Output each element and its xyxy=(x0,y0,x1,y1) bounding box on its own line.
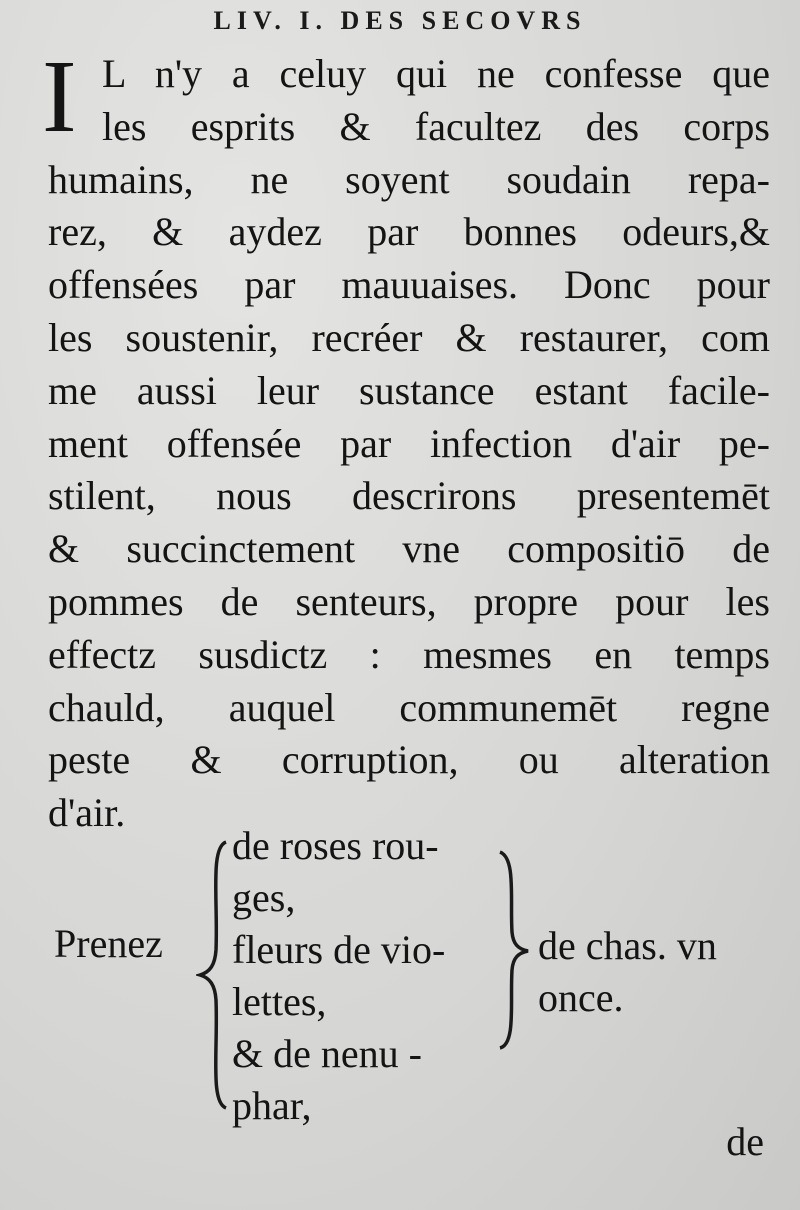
text-line: chauld, auquel communemēt regne xyxy=(48,684,770,730)
dose-line: de chas. vn xyxy=(538,923,717,968)
dose-line: once. xyxy=(538,975,624,1020)
text-line: & succinctement vne compositiō de xyxy=(48,526,770,572)
running-head: LIV. I. DES SECOVRS xyxy=(213,6,587,35)
text-line: les soustenir, recréer & restaurer, com xyxy=(48,314,770,360)
text-line: les esprits & facultez des corps xyxy=(102,103,770,149)
ingredient-line: phar, xyxy=(232,1083,312,1128)
ingredient-line: lettes, xyxy=(232,979,327,1024)
recipe-block xyxy=(0,820,800,1128)
text-line: peste & corruption, ou alteration xyxy=(48,737,770,783)
recipe-verb: Prenez xyxy=(54,921,163,966)
text-line: humains, ne soyent soudain repa- xyxy=(48,156,770,202)
text-line: ment offensée par infection d'air pe- xyxy=(48,420,770,466)
right-brace xyxy=(494,850,534,1050)
text-line: stilent, nous descrirons presentemēt xyxy=(48,473,770,519)
text-line: offensées par mauuaises. Donc pour xyxy=(48,262,770,308)
ingredient-line: fleurs de vio- xyxy=(232,927,446,972)
drop-capital: I xyxy=(42,39,77,154)
text-line: pommes de senteurs, propre pour les xyxy=(48,578,770,624)
ingredient-line: ges, xyxy=(232,875,296,920)
ingredient-list xyxy=(232,820,445,1132)
catchword: de xyxy=(726,1119,764,1164)
left-brace xyxy=(196,840,236,1110)
text-line: L n'y a celuy qui ne confesse que xyxy=(102,51,770,96)
text-line: effectz susdictz : mesmes en temps xyxy=(48,631,770,677)
ingredient-line: & de nenu - xyxy=(232,1031,422,1076)
ingredient-line: de roses rou- xyxy=(232,823,439,868)
text-line: d'air. xyxy=(48,790,126,836)
text-line: me aussi leur sustance estant facile- xyxy=(48,367,770,413)
dose-text xyxy=(538,920,717,1024)
body-paragraph xyxy=(48,48,770,840)
text-line: rez, & aydez par bonnes odeurs,& xyxy=(48,209,770,255)
